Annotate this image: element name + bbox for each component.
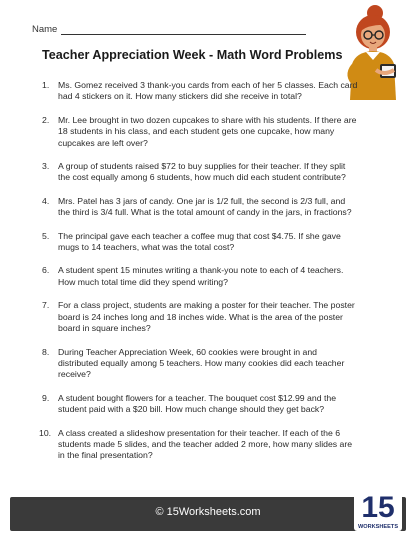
problem-item xyxy=(42,114,358,149)
problem-number: 10. xyxy=(39,427,52,438)
problem-text: Ms. Gomez received 3 thank-you cards from each of her 5 classes. Each card had 4 stickers on it. How many stickers did she receive in total? xyxy=(58,80,358,102)
problem-item xyxy=(42,300,358,334)
problem-item xyxy=(42,230,358,254)
name-label: Name xyxy=(32,24,58,35)
problem-text: Mr. Lee brought in two dozen cupcakes to share with his students. If there are 18 students in his class, and each student gets one cupcake, how many cupcakes are left over? xyxy=(58,114,357,148)
problem-item xyxy=(42,161,358,184)
problem-text: The principal gave each teacher a coffee mug that cost $4.75. If she gave mugs to 14 teachers, what was the total cost? xyxy=(58,230,341,253)
problem-item xyxy=(39,427,358,462)
problem-number: 5. xyxy=(42,230,50,241)
problem-number: 8. xyxy=(42,346,50,357)
problem-text: Mrs. Patel has 3 jars of candy. One jar is 1/2 full, the second is 2/3 full, and the third is 3/4 full. What is the total amount of candy in the jars, in fractions? xyxy=(58,195,352,218)
problem-item xyxy=(42,346,358,381)
problem-list xyxy=(39,80,358,462)
problem-text: A student bought flowers for a teacher. The bouquet cost $12.99 and the student paid with a $20 bill. How much change should they get back? xyxy=(58,392,337,415)
problem-number: 1. xyxy=(42,80,50,90)
problem-text: A class created a slideshow presentation for their teacher. If each of the 6 students made 5 slides, and the teacher added 2 more, how many slides are in the final presentation? xyxy=(58,427,353,461)
problem-number: 2. xyxy=(42,114,50,125)
worksheets-logo-icon xyxy=(352,485,404,533)
logo-number: 15 xyxy=(361,491,395,524)
problem-text: For a class project, students are making a poster for their teacher. The poster board is 24 inches long and 18 inches wide. What is the area of the poster board in square inches? xyxy=(58,300,355,334)
problem-number: 3. xyxy=(42,161,50,172)
problem-number: 9. xyxy=(42,392,50,403)
worksheet-title: Teacher Appreciation Week - Math Word Problems xyxy=(42,48,343,62)
problem-text: During Teacher Appreciation Week, 60 cookies were brought in and distributed equally among 5 teachers. How many cookies did each teacher receive? xyxy=(58,346,345,380)
footer-copyright: © 15Worksheets.com xyxy=(155,506,261,518)
problem-text: A group of students raised $72 to buy supplies for their teacher. If they split the cost equally among 6 students, how much did each student contribute? xyxy=(58,161,346,183)
problem-item xyxy=(42,265,358,288)
problem-item xyxy=(42,80,358,103)
problem-item xyxy=(42,392,358,416)
problem-text: A student spent 15 minutes writing a thank-you note to each of 4 teachers. How much total time did they spend writing? xyxy=(58,265,344,287)
name-line xyxy=(32,24,306,35)
name-input-line[interactable] xyxy=(61,25,306,35)
problem-item xyxy=(42,195,358,219)
problem-number: 4. xyxy=(42,195,50,206)
problem-number: 6. xyxy=(42,265,50,276)
logo-word: WORKSHEETS xyxy=(357,524,399,530)
problem-number: 7. xyxy=(42,300,50,311)
